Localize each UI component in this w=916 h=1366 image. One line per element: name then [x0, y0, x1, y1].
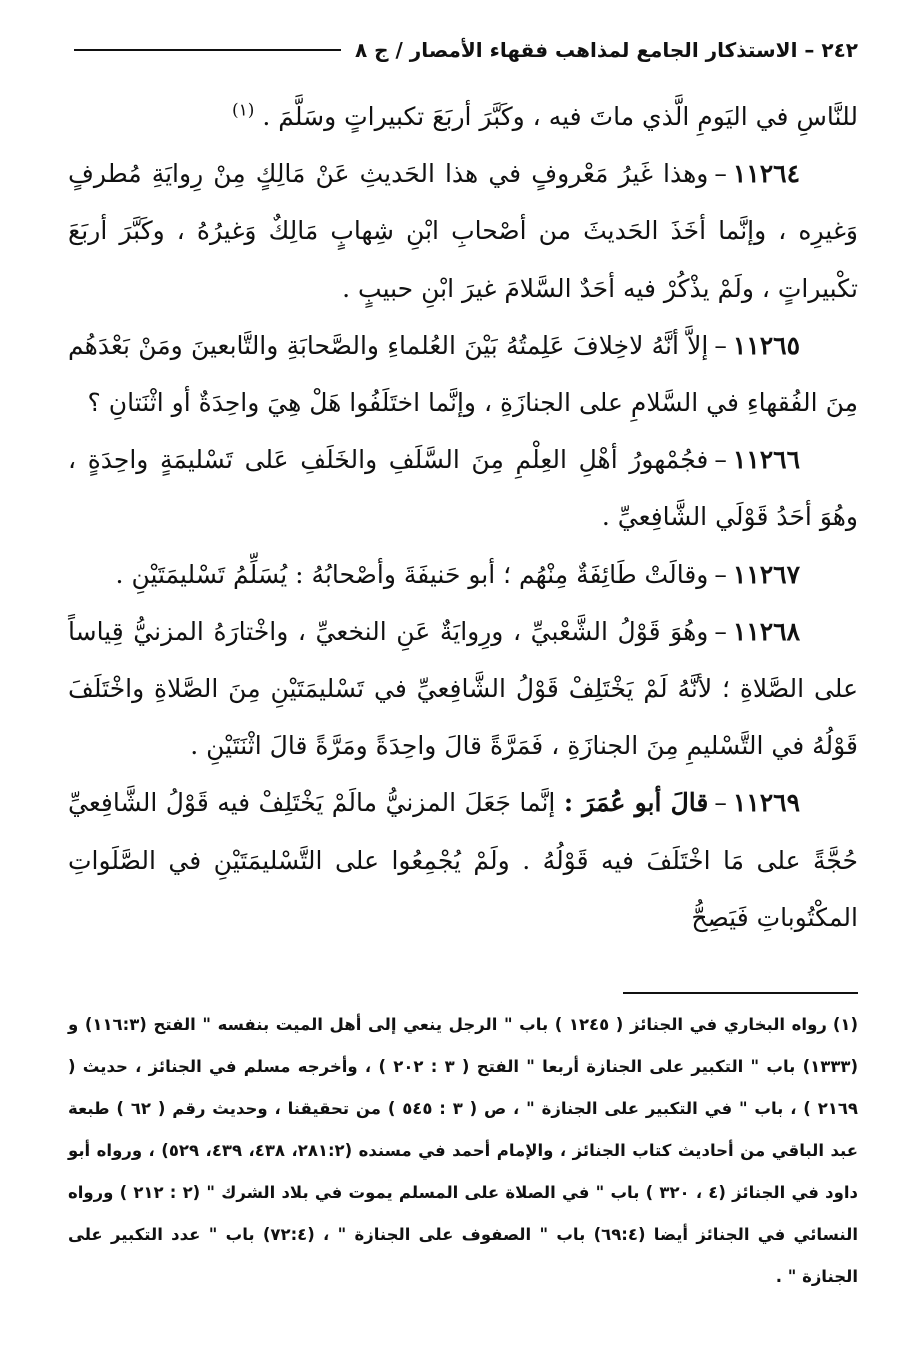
paragraph-text: إلاَّ أنَّهُ لاخِلافَ عَلِمتُهُ بَيْنَ العُلماءِ والصَّحابَةِ والتَّابعينَ ومَنْ بَعْدَهُم مِنَ الفُقهاءِ في السَّلامِ على الجنازَةِ ، وإنَّما اختَلَفُوا هَلْ هِيَ واحِدَةٌ أو اثْنَتانِ ؟	[68, 330, 858, 418]
header-book-title: الاستذكار الجامع لمذاهب فقهاء الأمصار	[409, 38, 798, 62]
footnote-reference[interactable]: (١)	[231, 100, 255, 121]
paragraph-number: ١١٢٦٤	[732, 159, 800, 189]
header-page-number: ٢٤٢	[821, 38, 858, 62]
paragraph-dash: –	[714, 616, 727, 646]
header-dash: –	[804, 38, 815, 62]
header-separator: /	[395, 38, 403, 62]
book-page	[68, 30, 858, 1340]
header-rule	[74, 49, 341, 51]
paragraph-dash: –	[714, 788, 727, 818]
paragraph-11265	[68, 317, 858, 431]
paragraph-number: ١١٢٦٦	[732, 445, 800, 475]
paragraph-11268	[68, 603, 858, 775]
running-header	[68, 30, 858, 70]
continuation-paragraph	[68, 88, 858, 145]
footnote-text: رواه البخاري في الجنائز ( ١٢٤٥ ) باب " الرجل ينعي إلى أهل الميت بنفسه " الفتح (١١٦:٣) و (١٣٣٣) باب " التكبير على الجنازة أربعا " الفتح ( ٣ : ٢٠٢ ) ، وأخرجه مسلم في الجنائز ، حديث ( ٢١٦٩ ) ، باب " في التكبير على الجنازة " ، ص ( ٣ : ٥٤٥ ) من تحقيقنا ، وحديث رقم ( ٦٢ ) طبعة عبد الباقي من أحاديث كتاب الجنائز ، والإمام أحمد في مسنده (٢٨١:٢، ٤٣٨، ٤٣٩، ٥٢٩) ، ورواه أبو داود في الجنائز (٤ ، ٣٢٠ ) باب " في الصلاة على المسلم يموت في بلاد الشرك " (٢ : ٢١٢ ) ورواه النسائي في الجنائز أيضا (٦٩:٤) باب " الصفوف على الجنازة " ، (٧٢:٤) باب " عدد التكبير على الجنازة " .	[68, 1015, 859, 1286]
paragraph-11269	[68, 774, 858, 946]
paragraph-number: ١١٢٦٥	[732, 330, 800, 360]
paragraph-11266	[68, 431, 858, 545]
paragraph-lead: قالَ أبو عُمَرَ :	[563, 788, 709, 818]
paragraph-number: ١١٢٦٩	[732, 788, 800, 818]
paragraph-dash: –	[714, 159, 727, 189]
footnote-number: (١)	[832, 1015, 859, 1034]
paragraph-text: إنَّما جَعَلَ المزنيُّ مالَمْ يَخْتَلِفْ فيه قَوْلُ الشَّافِعيِّ حُجَّةً على مَا اخْتَلَفَ فيه قَوْلُهُ . ولَمْ يُجْمِعُوا على التَّسْليمَتَيْنِ في الصَّلَواتِ المكْتُوباتِ فَيَصِحُّ	[68, 788, 858, 932]
paragraph-dash: –	[714, 445, 727, 475]
footnote	[68, 1004, 858, 1298]
paragraph-dash: –	[714, 330, 727, 360]
paragraph-11264	[68, 145, 858, 317]
paragraph-number: ١١٢٦٨	[732, 616, 800, 646]
paragraph-text: وهُوَ قَوْلُ الشَّعْبيِّ ، ورِوايَةٌ عَنِ النخعيِّ ، واخْتارَهُ المزنيُّ قِياساً على الصَّلاةِ ؛ لأنَّهُ لَمْ يَخْتَلِفْ قَوْلُ الشَّافِعيِّ في تَسْليمَتَيْنِ مِنَ الصَّلاةِ واخْتَلَفَ قَوْلُهُ في التَّسْليمِ مِنَ الجنازَةِ ، فَمَرَّةً قالَ واحِدَةً ومَرَّةً قالَ اثْنَتَيْنِ .	[68, 616, 858, 761]
footnote-separator	[623, 992, 858, 994]
paragraph-dash: –	[714, 559, 727, 589]
paragraph-text: فجُمْهورُ أهْلِ العِلْمِ مِنَ السَّلَفِ والخَلَفِ عَلى تَسْليمَةٍ واحِدَةٍ ، وهُوَ أحَدُ قَوْلَي الشَّافِعيِّ .	[68, 445, 858, 532]
paragraph-11267	[68, 546, 858, 603]
header-text	[355, 38, 858, 62]
continuation-text: للنَّاسِ في اليَومِ الَّذي ماتَ فيه ، وكَبَّرَ أربَعَ تكبيراتٍ وسَلَّمَ .	[262, 102, 858, 131]
paragraph-text: وقالَتْ طَائِفَةٌ مِنْهُم ؛ أبو حَنيفَةَ وأصْحابُهُ : يُسَلِّمُ تَسْليمَتَيْنِ .	[115, 559, 709, 589]
paragraph-text: وهذا غَيرُ مَعْروفٍ في هذا الحَديثِ عَنْ مَالِكٍ مِنْ رِوايَةِ مُطرفٍ وَغيرِه ، وإنَّما أخَذَ الحَديثَ من أصْحابِ ابْنِ شِهابٍ مَالِكٌ وَغيرُهُ ، وكَبَّرَ أربَعَ تكْبيراتٍ ، ولَمْ يذْكُرْ فيه أحَدٌ السَّلامَ غيرَ ابْنِ حبيبٍ .	[68, 159, 858, 303]
main-text	[68, 88, 858, 946]
header-volume: ج ٨	[354, 38, 389, 62]
paragraph-number: ١١٢٦٧	[732, 559, 800, 589]
